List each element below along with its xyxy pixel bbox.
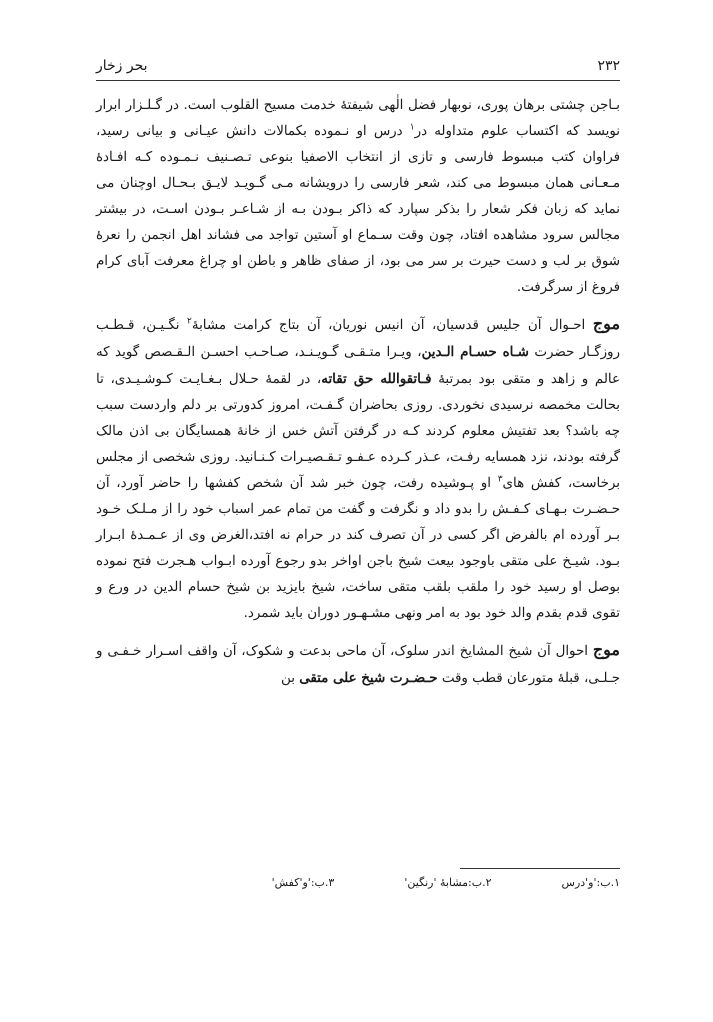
section-heading-word: موج xyxy=(592,314,621,333)
text-run: بن xyxy=(281,671,300,686)
footnote-marker: ۱ xyxy=(409,122,415,133)
bold-name: فـاتقوالله حق تقاته xyxy=(321,371,432,387)
page-header xyxy=(96,58,620,81)
footnote-divider xyxy=(460,868,620,869)
text-run: نگـیـن، قـطـب روزگـار حضرت xyxy=(96,318,620,360)
footnote-3: ۳.ب:'و'کفش' xyxy=(271,876,335,889)
text-run: ، ویـرا متـقـی گـویـنـد، صـاحـب احسـن الـقـصص گوید که عالم و زاهد و متقی بود بمرتبهٔ xyxy=(96,345,620,387)
footnote-marker: ۲ xyxy=(187,316,192,327)
text-run: بـاجن چشتی برهان پوری، نوبهار فضل الٰهی شیفتهٔ خدمت مسیح القلوب است. در گـلـزار ابرار نویسد که اکتساب علوم متداوله در xyxy=(96,98,620,139)
document-page xyxy=(96,58,620,958)
footnote-marker: ۳ xyxy=(497,474,503,485)
paragraph-p2 xyxy=(96,311,620,627)
text-run: او پـوشیده رفت، چون خبر شد آن شخص کفشها را حاضر آورد، آن حـضـرت بـهـای کـفـش را بدو داد و نگرفت و گفت من تمام عمر اسباب خود را از مـلـک خـود بـر آورده ام بالفرض اگر کسی در آن تصرف کند در حرام نه افتد،الغرض وی از عـمـدهٔ ابـرار بـود. شیـخ علی متقی باوجود بیعت شیخ باجن اواخر بدو رجوع آورده ابـواب هـجرت فتح نموده بوصل او رسید خود را ملقب بلقب متقی ساخت، شیخ بایزید بن شیخ حسام الدین در ورع و تقوی قدم بقدم والد خود بود به امر ونهی مشـهـور دوران باید شمرد. xyxy=(96,476,620,621)
text-run: ، در لقمهٔ حـلال بـغـایـت کـوشـیـدی، تا بحالت مخمصه نرسیدی نخوردی. روزی بحاضران گـفـت، امروز کدورتی بر دلم واردست سبب چه باشد؟ بعد تفتیش معلوم کردند کـه در گرفتن آتش خس از خانهٔ همسایگان بی اذن مالک گرفته بودند، نزد همسایه رفـت، عـذر کـرده عـفـو تـقـصیـرات کـنـانید. روزی شخصی از مجلس برخاست، کفش های xyxy=(96,372,620,491)
footnote-1: ۱.ب:'و'درس xyxy=(561,876,620,889)
section-heading-word: موج xyxy=(592,640,620,659)
footnote-2: ۲.ب:مشابهٔ 'رنگین' xyxy=(404,876,492,889)
page-body xyxy=(96,93,620,692)
footnotes xyxy=(96,876,620,889)
paragraph-p1 xyxy=(96,93,620,301)
text-run: درس او نـموده بکمالات دانش عیـانی و بیانی رسید، فراوان کتب مبسوط فارسی و تازی از انتخاب الاصفیا بنوعی تـصـنیف نـمـوده کـه افـادهٔ مـعـانی همان مبسوط می کند، شعر فارسی را درویشانه مـی گـویـد لایـق بـحـال اوچنان می نماید که زبان فکر شعار را بذکر سپارد که ذاکر بـودن بـه از شـاعـر بـودن اسـت، در بیشتر مجالس سرود مشاهده افتاد، چون وقت سـماع او آستین تواجد می فشاند اهل انجمن را نعرهٔ شوق بر لب و دست حیرت بر سر می بود، از صفای ظاهر و باطن او چراغ معرفت آبای کرام فروغ از سرگرفت. xyxy=(96,124,620,295)
running-title: بحر زخار xyxy=(96,58,148,74)
paragraph-p3 xyxy=(96,637,620,692)
bold-name: حـضـرت شیخ علی متقی xyxy=(299,670,438,686)
bold-name: شـاه حسـام الـدین xyxy=(421,344,529,360)
text-run: احوال آن شیخ المشایخ اندر سلوک، آن ماحی بدعت و شکوک، آن واقف اسـرار خـفـی و جـلـی، قبلهٔ متورعان قطب وقت xyxy=(96,644,620,686)
text-run: احـوال آن جلیس قدسیان، آن انیس نوریان، آن بتاج کرامت مشابهٔ xyxy=(191,318,593,333)
page-number: ۲۳۲ xyxy=(597,58,620,74)
